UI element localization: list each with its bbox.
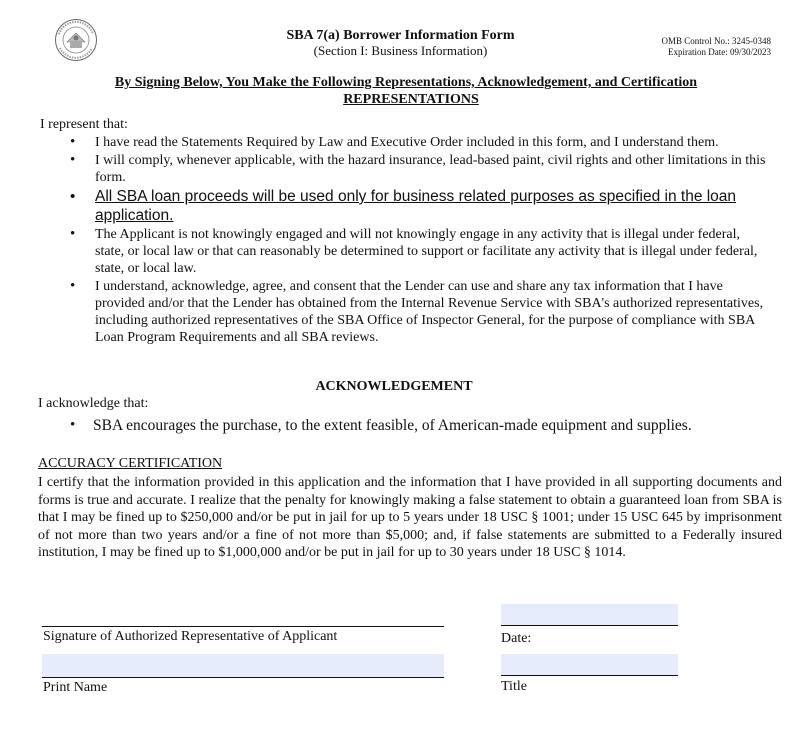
signature-line (42, 626, 444, 627)
print-name-line (42, 677, 444, 678)
omb-info (661, 36, 771, 58)
title-field[interactable] (501, 654, 678, 675)
representations-list (66, 134, 766, 347)
representations-intro: I represent that: (40, 117, 128, 132)
acknowledgement-item: • SBA encourages the purchase, to the extent feasible, of American-made equipment and supplies. (66, 416, 766, 435)
form-subtitle: (Section I: Business Information) (313, 43, 488, 58)
title-line (501, 675, 678, 676)
date-line (501, 625, 678, 626)
representations-heading: REPRESENTATIONS (343, 92, 479, 107)
representation-item: • All SBA loan proceeds will be used only for business related purposes as specified in the loan application. (66, 187, 766, 225)
acknowledgement-list (66, 416, 766, 436)
form-title: SBA 7(a) Borrower Information Form (286, 28, 515, 43)
representation-item: • I understand, acknowledge, agree, and consent that the Lender can use and share any tax information that I have provided and/or that the Lender has obtained from the Internal Revenue Service with SBA's authorized representatives, including authorized representatives of the SBA Office of Inspector General, for the purpose of compliance with SBA Loan Program Requirements and all SBA reviews. (66, 278, 766, 346)
accuracy-text: I certify that the information provided in this application and the information that I have provided in all supporting documents and forms is true and accurate. I realize that the penalty for knowingly making a false statement to obtain a guaranteed loan from SBA is that I may be fined up to $250,000 and/or be put in jail for up to 5 years under 18 USC § 1001; under 15 USC 645 by imprisonment of not more than two years and/or a fine of not more than $5,000; and, if false statements are submitted to a Federally insured institution, I may be fined up to $1,000,000 and/or be put in jail for up to 30 years under 18 USC § 1014. (38, 475, 782, 560)
signature-label: Signature of Authorized Representative of Applicant (43, 629, 338, 644)
acknowledgement-heading: ACKNOWLEDGEMENT (315, 379, 473, 394)
date-label: Date: (501, 631, 532, 646)
accuracy-heading: ACCURACY CERTIFICATION (38, 456, 223, 471)
omb-control-number: OMB Control No.: 3245-0348 (661, 36, 771, 46)
title-label: Title (501, 679, 527, 694)
acknowledgement-intro: I acknowledge that: (38, 396, 149, 411)
representation-item: • The Applicant is not knowingly engaged and will not knowingly engage in any activity that is illegal under federal, state, or local law or that can reasonably be determined to support or facilitate any activity that is illegal under federal, state, or local law. (66, 226, 766, 277)
representation-item: • I will comply, whenever applicable, with the hazard insurance, lead-based paint, civil rights and other limitations in this form. (66, 152, 766, 186)
print-name-label: Print Name (43, 680, 108, 695)
date-field[interactable] (501, 604, 678, 625)
expiration-date: Expiration Date: 09/30/2023 (668, 47, 771, 57)
print-name-field[interactable] (42, 654, 444, 677)
representation-item: • I have read the Statements Required by Law and Executive Order included in this form, and I understand them. (66, 134, 766, 151)
signing-heading: By Signing Below, You Make the Following Representations, Acknowledgement, and Certification (114, 75, 698, 90)
